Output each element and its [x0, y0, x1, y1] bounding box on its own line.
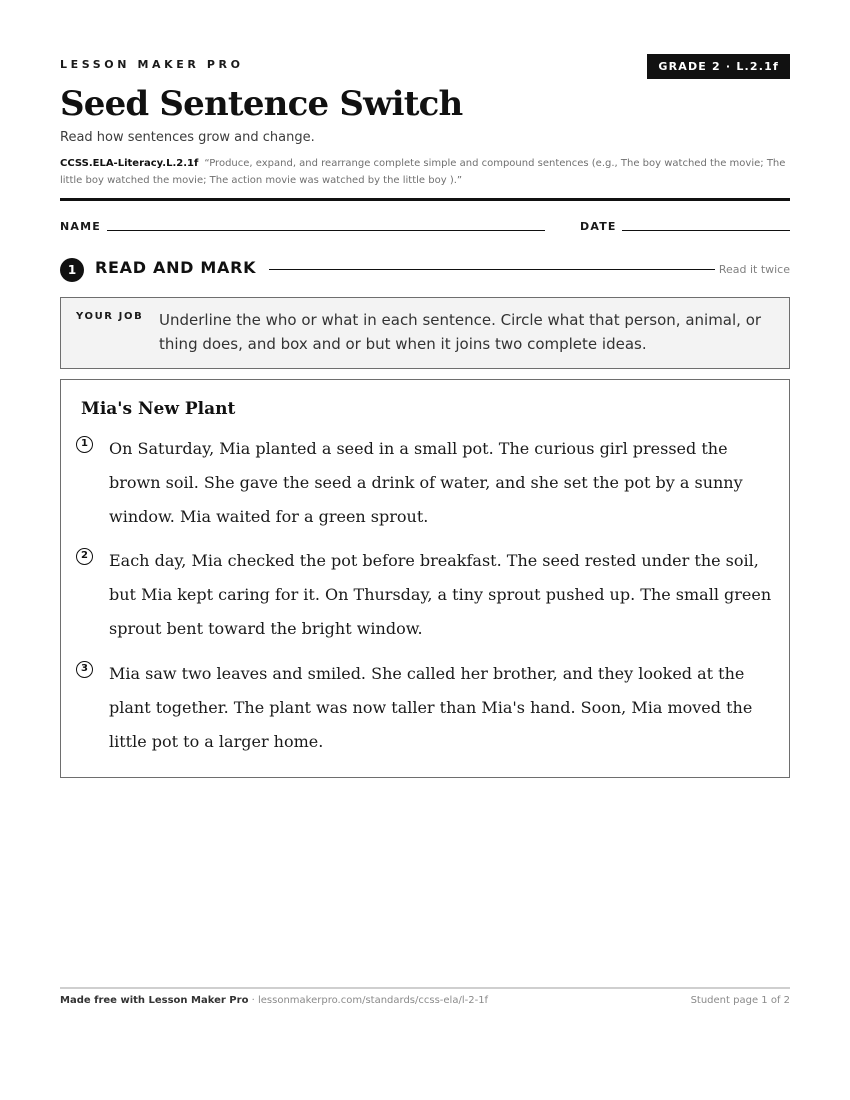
page-subtitle: Read how sentences grow and change.: [60, 130, 315, 145]
job-instructions-box: [60, 297, 790, 369]
section-number-badge: 1: [60, 258, 84, 282]
brand-name: LESSON MAKER PRO: [60, 58, 244, 71]
story-paragraph-3: Mia saw two leaves and smiled. She called her brother, and they looked at the plant together. The plant was now taller than Mia's hand. Soon, Mia moved the little pot to a larger home.: [109, 664, 753, 751]
standard-text: “Produce, expand, and rearrange complete simple and compound sentences (e.g., The boy watched the movie; The little boy watched the movie; The action movie was watched by the little boy ).”: [60, 158, 786, 186]
footer-url[interactable]: lessonmakerpro.com/standards/ccss-ela/l-2-1f: [257, 995, 489, 1006]
footer-page-number: Student page 1 of 2: [690, 995, 790, 1006]
footer-divider: [60, 987, 790, 989]
date-label: DATE: [580, 220, 617, 233]
grade-badge: GRADE 2 · L.2.1f: [647, 54, 790, 79]
section-title: READ AND MARK: [95, 258, 257, 277]
name-line[interactable]: [107, 230, 545, 231]
worksheet-page: [60, 0, 790, 1100]
footer-credit: [60, 995, 488, 1006]
job-text: Underline the who or what in each sentence. Circle what that person, animal, or thing does, and box and or but when it joins two complete ideas.: [159, 311, 762, 353]
story-title: Mia's New Plant: [81, 399, 236, 419]
header-divider: [60, 198, 790, 201]
story-paragraph-2: Each day, Mia checked the pot before breakfast. The seed rested under the soil, but Mia kept caring for it. On Thursday, a tiny sprout pushed up. The small green sprout bent toward the bright window.: [109, 551, 772, 638]
footer-separator: ·: [248, 995, 258, 1006]
paragraph-number-3: 3: [76, 661, 93, 678]
job-label: YOUR JOB: [76, 311, 144, 322]
page-title: Seed Sentence Switch: [60, 84, 463, 124]
paragraph-number-1: 1: [76, 436, 93, 453]
standard-code: CCSS.ELA-Literacy.L.2.1f: [60, 158, 199, 169]
paragraph-number-2: 2: [76, 548, 93, 565]
story-box: [60, 379, 790, 778]
footer-made-with: Made free with Lesson Maker Pro: [60, 995, 249, 1006]
section-note: Read it twice: [718, 263, 790, 276]
name-label: NAME: [60, 220, 101, 233]
standard-description: [60, 155, 790, 189]
story-paragraph-1: On Saturday, Mia planted a seed in a small pot. The curious girl pressed the brown soil. She gave the seed a drink of water, and she set the pot by a sunny window. Mia waited for a green sprout.: [109, 439, 743, 526]
section-divider: [269, 269, 715, 270]
date-line[interactable]: [622, 230, 790, 231]
